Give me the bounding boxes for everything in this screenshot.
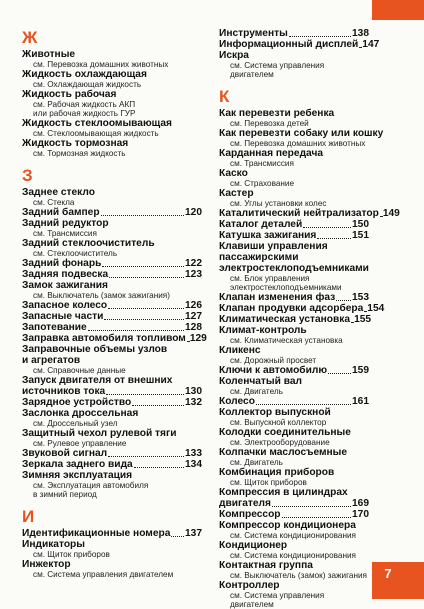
index-entry [219,314,372,325]
index-term-text: электростеклоподъемниками [219,263,369,274]
dot-leader [328,373,351,374]
page-ref: 151 [352,230,369,241]
page-ref: 133 [185,448,202,459]
index-entry [219,188,369,208]
index-term [219,365,369,376]
index-entry [219,325,369,345]
index-term [22,448,202,459]
index-term-text: Звуковой сигнал [22,448,108,459]
dot-leader [108,456,184,457]
index-entry [22,49,202,69]
index-term-text: Информационный дисплей [219,39,359,50]
index-term-text: Катушка зажигания [219,230,317,241]
index-term [22,207,202,218]
index-entry [219,208,400,219]
dot-leader [187,341,189,342]
index-term-text: Заднее стекло [22,187,95,198]
index-entry [22,397,202,408]
index-term [22,69,202,80]
see-also-ref: см. Климатическая установка [230,336,343,345]
dot-leader [109,277,184,278]
page-ref: 126 [185,300,202,311]
index-term [219,128,384,139]
index-term [219,219,369,230]
index-term-text: Задний бампер [22,207,100,218]
index-term-text: Искра [219,50,249,61]
see-also-ref: см. Страхование [230,179,295,188]
index-term-text: Климат-контроль [219,325,307,336]
index-term-text: Климатическая установка [219,314,351,325]
index-term [219,303,385,314]
index-term [22,89,202,100]
index-entry [22,344,202,355]
index-term [219,407,369,418]
index-term [219,241,369,252]
index-term [219,292,369,303]
index-term-text: Жидкость рабочая [22,89,117,100]
index-term [22,238,202,249]
see-also-ref: см. Тормозная жидкость [33,149,126,158]
dot-leader [282,517,351,518]
index-term [219,252,369,263]
index-entry [219,396,369,407]
index-entry [219,230,369,241]
dot-leader [104,319,184,320]
index-term [22,218,202,229]
see-also-ref: см. Блок управления [230,274,310,283]
dot-leader [106,394,184,395]
see-also-ref: см. Щиток приборов [33,550,110,559]
index-entry [22,89,202,118]
index-term [219,580,369,591]
index-term-text: двигателя [219,498,271,509]
index-term-text: источников тока [22,386,106,397]
see-also-ref: см. Дроссельный узел [33,419,118,428]
index-term [219,376,369,387]
index-term [22,355,202,366]
see-also-ref: см. Трансмиссия [33,229,97,238]
index-term [219,39,380,50]
index-term-text: Как перевезти собаку или кошку [219,128,384,139]
index-entry [22,559,202,579]
index-term-text: Колпачки маслосъемные [219,447,348,458]
index-term [22,470,202,481]
index-term [219,467,369,478]
section-letter: З [22,166,33,185]
see-also-ref: см. Трансмиссия [230,159,294,168]
index-entry [219,292,369,303]
index-entry [219,365,369,376]
index-term-text: Карданная передача [219,148,324,159]
see-also-ref: см. Перевозка детей [230,119,309,128]
index-entry [22,539,202,559]
index-term-text: Контроллер [219,580,280,591]
index-term-text: Зеркала заднего вида [22,459,133,470]
see-also-ref: см. Охлаждающая жидкость [33,80,142,89]
index-term [22,269,202,280]
dot-leader [303,227,351,228]
page-ref: 132 [185,397,202,408]
index-entry [219,345,369,365]
index-term-text: Кликенс [219,345,261,356]
dot-leader [359,47,361,48]
index-term [22,322,202,333]
see-also-ref: см. Система кондиционирования [230,531,356,540]
index-term-text: Индикаторы [22,539,85,550]
index-term [219,28,369,39]
index-entry [22,187,202,207]
index-entry [22,375,202,386]
index-term [22,311,202,322]
index-entry [219,376,369,396]
index-term-text: Задний фонарь [22,258,102,269]
page-ref: 161 [352,396,369,407]
index-entry [22,118,202,138]
index-term [22,138,202,149]
index-term-text: Инжектор [22,559,71,570]
index-term [219,188,369,199]
page-ref: 127 [185,311,202,322]
index-term [219,230,369,241]
index-term-text: Замок зажигания [22,280,108,291]
index-entry [219,168,369,188]
see-also-ref: см. Дорожный просвет [230,356,317,365]
dot-leader [289,36,351,37]
index-term-text: Колодки соединительные [219,427,351,438]
see-also-ref: см. Рабочая жидкость АКП [33,100,136,109]
index-entry [219,148,369,168]
see-also-ref: см. Углы установки колес [230,199,327,208]
index-entry [22,280,202,300]
page-ref: 129 [189,333,207,344]
index-term [22,187,202,198]
index-entry [219,560,369,580]
index-entry [22,470,202,499]
index-term-text: Каталитический нейтрализатор [219,208,379,219]
index-term [22,300,202,311]
index-term-text: Компрессия в цилиндрах [219,487,348,498]
dot-leader [351,322,353,323]
index-term [219,540,369,551]
index-entry [219,407,369,427]
dot-leader [317,238,351,239]
section-letter: Ж [22,28,38,47]
page-ref: 130 [185,386,202,397]
dot-leader [108,308,184,309]
index-entry [219,520,369,540]
see-also-ref: см. Выключатель (замок) зажигания [230,571,367,580]
index-term-text: Животные [22,49,76,60]
page-ref: 134 [185,459,202,470]
index-term-text: Запасное колесо [22,300,108,311]
index-entry [22,218,202,238]
index-term-text: Зарядное устройство [22,397,132,408]
index-term-text: Каталог деталей [219,219,303,230]
index-entry [219,263,369,292]
index-term-text: Компрессор [219,509,281,520]
index-term [22,344,202,355]
index-entry [22,448,202,459]
index-term [22,559,202,570]
section-letter: И [22,507,35,526]
index-entry [22,258,202,269]
index-term [219,314,372,325]
section-letter: К [219,87,230,106]
page-number: 7 [384,566,392,581]
index-term-text: Жидкость стеклоомывающая [22,118,172,129]
index-entry [22,138,202,158]
see-also-ref: см. Двигатель [230,458,283,467]
page-ref: 147 [362,39,380,50]
index-term-text: Как перевезти ребенка [219,108,335,119]
index-term-text: Зимняя эксплуатация [22,470,133,481]
index-term [219,168,369,179]
index-term-text: Жидкость охлаждающая [22,69,147,80]
dot-leader [88,330,184,331]
index-entry [22,322,202,333]
index-term [22,428,202,439]
index-term-text: Кастер [219,188,254,199]
index-term-text: Клавиши управления [219,241,328,252]
index-term-text: Коленчатый вал [219,376,302,387]
index-term [219,520,369,531]
index-term [219,148,369,159]
index-term-text: Жидкость тормозная [22,138,129,149]
dot-leader [336,300,351,301]
corner-tab-top [372,0,424,20]
index-entry [219,498,369,509]
index-term [219,498,369,509]
dot-leader [256,404,351,405]
index-term [22,333,207,344]
index-term-text: Комбинация приборов [219,467,335,478]
index-term [219,427,369,438]
index-entry [219,427,369,447]
index-term-text: пассажирскими [219,252,299,263]
see-also-ref: см. Щиток приборов [230,478,307,487]
page-ref: 137 [185,528,202,539]
index-entry [219,540,369,560]
index-entry [22,207,202,218]
index-term-text: Задний редуктор [22,218,109,229]
index-term-text: Заправочные объемы узлов [22,344,168,355]
page-ref: 150 [352,219,369,230]
index-entry [219,252,369,263]
index-term [22,459,202,470]
index-entry [22,300,202,311]
index-term-text: Запотевание [22,322,87,333]
index-term-text: Каско [219,168,248,179]
index-term [22,528,202,539]
index-term [219,325,369,336]
dot-leader [101,215,184,216]
index-entry [22,355,202,375]
page-ref: 122 [185,258,202,269]
page-ref: 153 [352,292,369,303]
index-term [22,375,202,386]
index-entry [219,219,369,230]
see-also-ref: или рабочая жидкость ГУР [33,109,136,118]
see-also-ref: см. Система управления двигателем [230,61,325,79]
dot-leader [171,536,184,537]
see-also-ref: см. Стеклоочиститель [33,249,118,258]
index-term-text: Компрессор кондиционера [219,520,356,531]
see-also-ref: см. Стеклоомывающая жидкость [33,129,159,138]
index-term [219,487,369,498]
index-entry [219,509,369,520]
index-column-right [219,28,400,609]
see-also-ref: см. Справочные данные [33,366,126,375]
see-also-ref: см. Система управления двигателем [33,570,174,579]
index-entry [219,39,380,50]
page-ref: 123 [185,269,202,280]
index-term [219,208,400,219]
index-term [22,386,202,397]
index-entry [219,580,369,609]
index-entry [22,528,202,539]
index-entry [219,50,369,79]
see-also-ref: см. Система управления двигателем [230,591,325,609]
index-entry [22,408,202,428]
index-term [22,539,202,550]
page-ref: 138 [352,28,369,39]
dot-leader [380,216,382,217]
index-entry [22,69,202,89]
page-ref: 120 [185,207,202,218]
index-entry [22,333,207,344]
see-also-ref: электростеклоподъемниками [230,283,342,292]
index-column-left [22,28,207,579]
see-also-ref: см. Перевозка домашних животных [33,60,169,69]
index-term-text: Кондиционер [219,540,288,551]
see-also-ref: см. Выпускной коллектор [230,418,327,427]
index-entry [219,28,369,39]
index-term [219,396,369,407]
index-term-text: Инструменты [219,28,288,39]
index-term [219,345,369,356]
index-term [219,263,369,274]
dot-leader [364,311,366,312]
index-term-text: Колесо [219,396,255,407]
index-entry [219,467,369,487]
page-ref: 170 [352,509,369,520]
index-entry [22,311,202,322]
index-entry [219,241,369,252]
index-entry [22,386,202,397]
page-ref: 149 [382,208,400,219]
index-term [22,258,202,269]
dot-leader [134,467,184,468]
see-also-ref: см. Двигатель [230,387,283,396]
see-also-ref: см. Перевозка домашних животных [230,139,366,148]
page-ref: 159 [352,365,369,376]
index-term-text: Клапан изменения фаз [219,292,336,303]
page-ref: 128 [185,322,202,333]
index-entry [22,459,202,470]
index-term [219,108,369,119]
index-entry [219,128,384,148]
index-term [22,408,202,419]
index-term-text: Клапан продувки адсорбера [219,303,364,314]
index-term [22,118,202,129]
index-entry [22,269,202,280]
see-also-ref: см. Выключатель (замок зажигания) [33,291,170,300]
index-term-text: Заправка автомобиля топливом [22,333,186,344]
see-also-ref: в зимний период [33,490,97,499]
dot-leader [272,506,351,507]
index-entry [219,447,369,467]
index-term-text: Коллектор выпускной [219,407,331,418]
dot-leader [102,266,184,267]
index-term-text: Запуск двигателя от внешних [22,375,173,386]
see-also-ref: см. Рулевое управление [33,439,127,448]
index-entry [219,108,369,128]
index-term [22,49,202,60]
index-term-text: Ключи к автомобилю [219,365,328,376]
page-ref: 169 [352,498,369,509]
dot-leader [132,405,184,406]
see-also-ref: см. Стекла [33,198,75,207]
index-term-text: Задний стеклоочиститель [22,238,155,249]
index-term-text: Защитный чехол рулевой тяги [22,428,177,439]
page-ref: 154 [367,303,385,314]
index-entry [22,428,202,448]
index-term [219,447,369,458]
index-term [219,50,369,61]
see-also-ref: см. Система кондиционирования [230,551,356,560]
index-entry [22,238,202,258]
see-also-ref: см. Электрооборудование [230,438,330,447]
index-term [219,509,369,520]
index-term-text: Задняя подвеска [22,269,109,280]
index-term [22,397,202,408]
index-term [219,560,369,571]
see-also-ref: см. Эксплуатация автомобиля [33,481,149,490]
index-term [22,280,202,291]
page-ref: 155 [354,314,372,325]
index-term-text: Контактная группа [219,560,313,571]
index-entry [219,487,369,498]
index-entry [219,303,385,314]
index-term-text: Заслонка дроссельная [22,408,139,419]
index-term-text: и агрегатов [22,355,81,366]
index-term-text: Идентификационные номера [22,528,171,539]
index-term-text: Запасные части [22,311,104,322]
